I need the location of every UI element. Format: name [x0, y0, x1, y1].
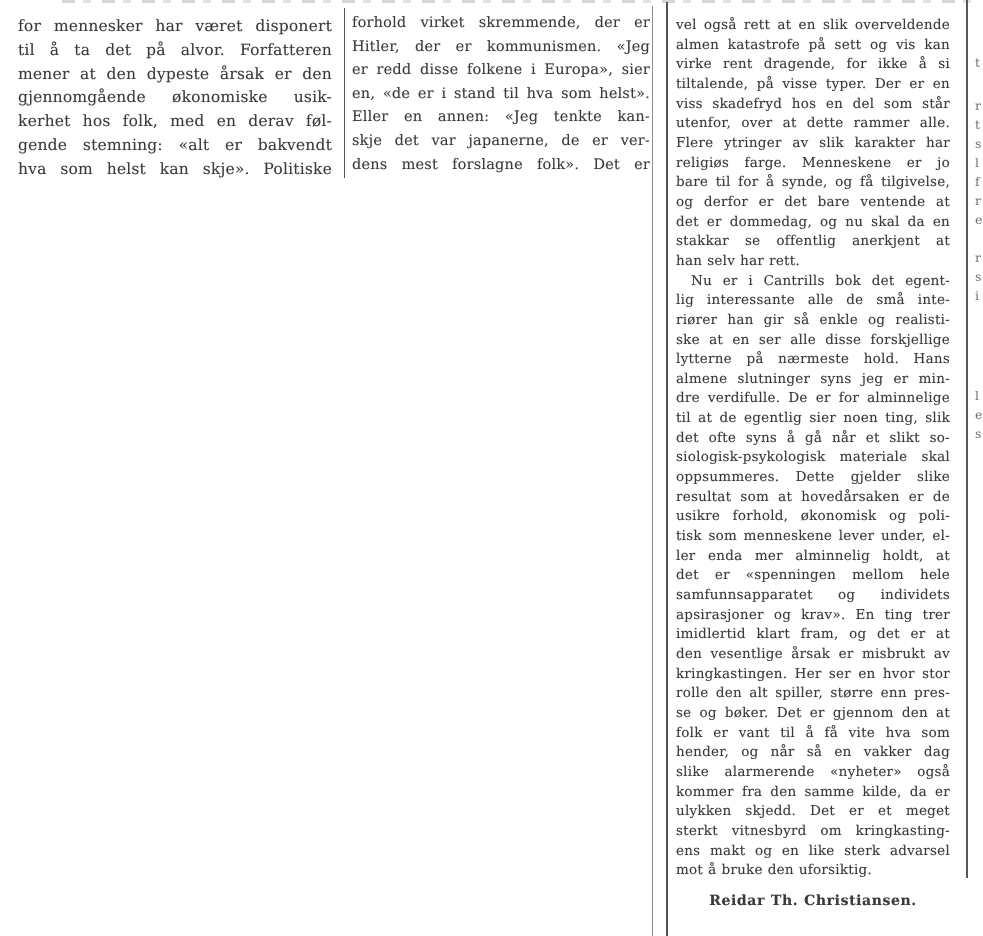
- text-line: apsirasjoner og krav». En ting trer: [676, 606, 950, 623]
- text-line: utenfor, over at dette rammer alle.: [676, 115, 950, 132]
- text-line: Hitler, der er kommunismen. «Jeg: [352, 38, 650, 55]
- text-line: Eller en annen: «Jeg tenkte kan-: [352, 109, 650, 126]
- text-line: dre verdifulle. De er for alminnelige: [676, 390, 950, 407]
- text-line: se og bøker. Det er gjennom den at: [676, 704, 950, 721]
- edge-text-fragment: l: [975, 155, 979, 170]
- edge-text-fragment: r: [975, 98, 981, 113]
- text-line: siologisk-psykologisk materiale skal: [676, 449, 950, 466]
- text-line: usikre forhold, økonomisk og poli-: [676, 508, 950, 525]
- column-divider-rule-1: [344, 8, 345, 178]
- article-column-2: [352, 12, 650, 177]
- text-line: en, «de er i stand til hva som helst».: [352, 85, 650, 102]
- text-line: resultat som at hovedårsaken er de: [676, 488, 950, 505]
- right-page-divider-rule: [966, 0, 968, 878]
- text-line: han selv har rett.: [676, 252, 800, 269]
- edge-text-fragment: r: [975, 250, 981, 265]
- edge-text-fragment: t: [975, 117, 981, 132]
- text-line: imidlertid klart fram, og det er at: [676, 626, 950, 643]
- text-line: kommer fra den samme kilde, da er: [676, 783, 950, 800]
- text-line: til å ta det på alvor. Forfatteren: [18, 40, 332, 59]
- text-line: samfunnsapparatet og individets: [676, 587, 950, 604]
- text-line: den vesentlige årsak er misbrukt av: [676, 646, 950, 662]
- author-signature: Reidar Th. Christiansen.: [709, 892, 917, 909]
- text-line: religiøs farge. Menneskene er jo: [676, 154, 950, 171]
- edge-text-fragment: l: [975, 388, 979, 403]
- text-line: sterkt vitnesbyrd om kringkasting-: [676, 822, 950, 839]
- text-line: tiltalende, på visse typer. Der er en: [676, 75, 950, 92]
- edge-text-fragment: e: [975, 407, 983, 422]
- text-line: for mennesker har været disponert: [18, 17, 332, 35]
- text-line: Flere ytringer av slik karakter har: [676, 134, 950, 151]
- text-line: oppsummeres. Dette gjelder slike: [676, 469, 950, 486]
- text-line: det ofte syns å gå når et slikt so-: [676, 429, 950, 446]
- column-divider-rule-2: [652, 6, 653, 936]
- text-line: hva som helst kan skje». Politiske: [18, 159, 332, 178]
- text-line: dens mest forslagne folk». Det er: [352, 156, 650, 173]
- edge-text-fragment: t: [975, 55, 981, 70]
- cropped-text-remnant-top: [62, 0, 973, 3]
- text-line: og derfor er det bare ventende at: [676, 193, 950, 210]
- edge-text-fragment: f: [975, 174, 980, 189]
- text-line: virke rent dragende, for ikke å si: [676, 56, 950, 73]
- edge-text-fragment: s: [975, 426, 982, 441]
- text-line: forhold virket skremmende, der er: [352, 15, 650, 31]
- article-column-3: [676, 16, 950, 912]
- text-line: lig interessante alle de små inte-: [676, 292, 950, 309]
- column-divider-rule-3: [666, 2, 668, 936]
- text-line: bare til for å synde, og få tilgivelse,: [676, 174, 950, 191]
- text-line: kerhet hos folk, med en derav føl-: [18, 112, 332, 131]
- text-line: ens makt og en like sterk advarsel: [676, 842, 950, 859]
- text-line: det er dommedag, og nu skal da en: [676, 213, 950, 230]
- text-line: almene slutninger syns jeg er min-: [676, 370, 950, 387]
- article-column-1: [18, 15, 332, 182]
- edge-text-fragment: e: [975, 212, 983, 227]
- text-line: er redd disse folkene i Europa», sier: [352, 62, 650, 79]
- text-line: lytterne på nærmeste hold. Hans: [676, 351, 950, 368]
- text-line: ske at en ser alle disse forskjellige: [676, 331, 950, 348]
- text-line: kringkastingen. Her ser en hvor stor: [676, 665, 950, 682]
- text-line: viss skadefryd hos en del som står: [676, 95, 950, 112]
- text-line: mener at den dypeste årsak er den: [18, 64, 332, 83]
- edge-text-fragment: i: [975, 288, 979, 303]
- text-line: gjennomgående økonomiske usik-: [18, 88, 332, 107]
- text-line: Nu er i Cantrills bok det egent-: [691, 272, 950, 289]
- text-line: tisk som menneskene lever under, el-: [676, 528, 950, 545]
- text-line: riører han gir så enkle og realisti-: [676, 311, 950, 328]
- text-line: det er «spenningen mellom hele: [676, 567, 950, 584]
- text-line: folk er vant til å få vite hva som: [676, 724, 950, 741]
- text-line: ulykken skjedd. Det er et meget: [676, 803, 950, 820]
- edge-text-fragment: s: [975, 136, 982, 151]
- text-line: skje det var japanerne, de er ver-: [352, 132, 650, 149]
- clipped-next-column-fragments: [975, 0, 983, 936]
- edge-text-fragment: s: [975, 269, 982, 284]
- text-line: hender, og når så en vakker dag: [676, 744, 950, 761]
- text-line: mot å bruke den uforsiktig.: [676, 862, 872, 879]
- text-line: almen katastrofe på sett og vis kan: [676, 36, 950, 53]
- article-column-3-text: [676, 16, 950, 881]
- text-line: slike alarmerende «nyheter» også: [676, 763, 950, 780]
- text-line: stakkar se offentlig anerkjent at: [676, 233, 950, 250]
- text-line: til at de egentlig sier noen ting, slik: [676, 410, 950, 427]
- text-line: ler enda mer alminnelig holdt, at: [676, 547, 950, 564]
- edge-text-fragment: r: [975, 193, 981, 208]
- text-line: vel også rett at en slik overveldende: [676, 17, 950, 33]
- text-line: gende stemning: «alt er bakvendt: [18, 135, 332, 154]
- text-line: rolle den alt spiller, større enn pres-: [676, 685, 950, 702]
